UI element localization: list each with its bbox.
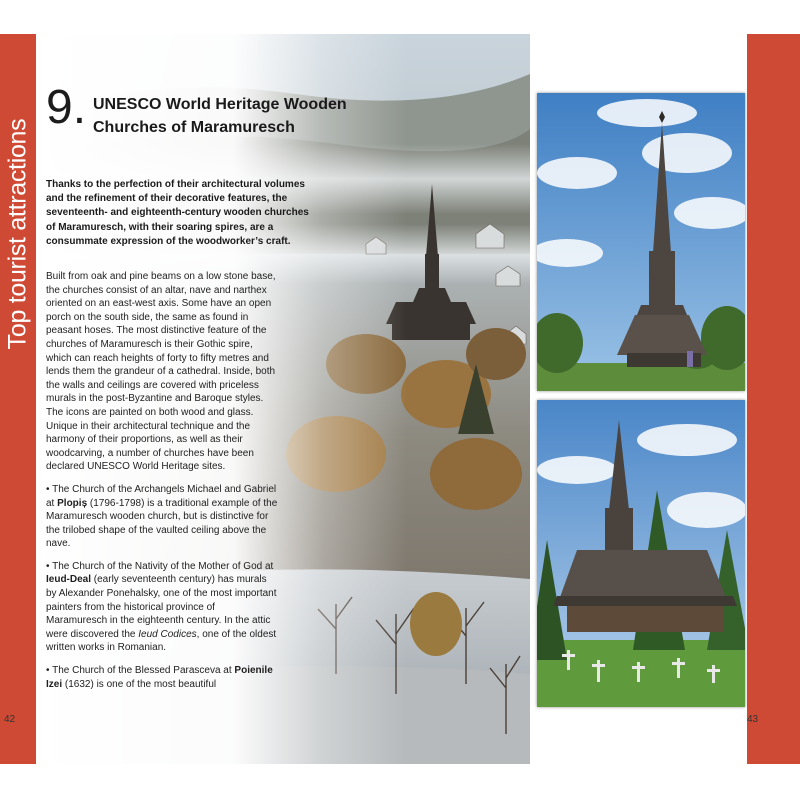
place-name-plopis: Plopiș <box>57 497 88 509</box>
church-photo-plopis <box>537 93 745 391</box>
section-label: Top tourist attractions <box>3 118 32 350</box>
church-photo-ieud <box>537 400 745 707</box>
body-paragraph-plopis <box>46 483 278 551</box>
text-run: (early seventeenth century) has murals by Alexander Ponehalsky, one of the most important painters from the historical province of Maramuresch in the eighteenth century. In the attic were discovered the <box>46 574 277 640</box>
title-line-2: Churches of Maramuresch <box>93 119 295 136</box>
chapter-title <box>93 93 353 139</box>
page-number-right: 43 <box>747 714 759 725</box>
text-run: • The Church of the Archangels Michael and Gabriel at <box>46 483 277 509</box>
chapter-number: 9. <box>46 81 87 134</box>
place-name-ieud-deal: Ieud-Deal <box>46 574 92 586</box>
page-number-left: 42 <box>4 714 16 725</box>
lead-paragraph: Thanks to the perfection of their architectural volumes and the refinement of their decorative features, the seventeenth- and eighteenth-century wooden churches of Maramuresch, with their soaring spires, are a consummate expression of the woodworker’s craft. <box>46 179 309 247</box>
body-paragraph-poienile <box>46 664 278 691</box>
text-run: (1632) is one of the most beautiful <box>62 678 217 690</box>
right-edge-tab <box>747 34 800 764</box>
body-paragraph-ieud <box>46 560 278 655</box>
text-run: • The Church of the Blessed Parasceva at <box>46 665 235 677</box>
title-line-1: UNESCO World Heritage Wooden <box>93 96 347 113</box>
body-text <box>46 270 278 700</box>
body-paragraph-1: Built from oak and pine beams on a low stone base, the churches consist of an altar, nave and narthex oriented on an east-west axis. Some have an open porch on the south side, the same as found in peasant hoses. The most distinctive feature of the churches of Maramuresch is their Gothic spire, which can reach heights of forty to fifty metres and lends them the grandeur of a cathedral. Inside, both the walls and ceilings are covered with priceless murals in the post-Byzantine and Baroque styles. The icons are painted on both wood and glass. Unique in their architectural technique and the harmony of their proportions, as well as their woodcarving, a number of churches have been declared UNESCO World Heritage sites. <box>46 271 276 473</box>
text-run: (1796-1798) is a traditional example of the Maramuresch wooden church, but is distinctive for the trilobed shape of the vaulted ceiling above the nave. <box>46 497 278 550</box>
ieud-codices: Ieud Codices <box>138 628 197 640</box>
section-tab <box>0 34 36 764</box>
text-run: • The Church of the Nativity of the Mother of God at <box>46 560 274 572</box>
place-name-poienile-izei: Poienile Izei <box>46 665 273 690</box>
text-run: , one of the oldest written works in Romanian. <box>46 628 277 654</box>
